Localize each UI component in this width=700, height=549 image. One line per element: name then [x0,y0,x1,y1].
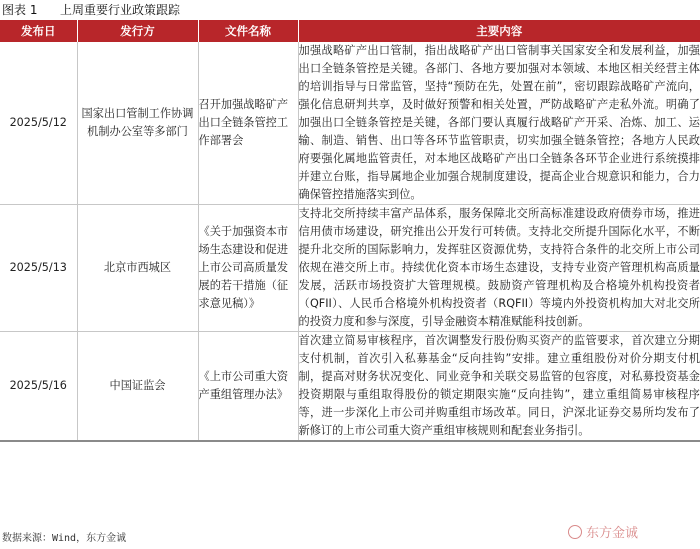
issuer-cell: 国家出口管制工作协调机制办公室等多部门 [77,42,198,205]
figure-label: 图表 1 [2,3,38,17]
column-header-file: 文件名称 [198,20,298,42]
table-row [0,42,700,205]
content-cell: 支持北交所持续丰富产品体系，服务保障北交所高标准建设政府债券市场，推进信用债市场建设，研究推出公开发行可转债。支持北交所提升国际化水平，不断提升北交所的国际影响力，发挥驻区资源优势，支持符合条件的北交所上市公司依规在港交所上市。持续优化资本市场生态建设，支持专业资产管理机构高质量发展，活跃市场投资扩大管理规模。鼓励资产管理机构及合格境外机构投资者（QFII）、人民币合格境外机构投资者（RQFII）等境内外投资机构加大对北交所的投资力度和参与深度，引导金融资本精准赋能科技创新。 [298,205,700,332]
content-cell: 首次建立简易审核程序，首次调整发行股份购买资产的监管要求，首次建立分期支付机制，首次引入私募基金“反向挂钩”安排。建立重组股份对价分期支付机制，提高对财务状况变化、同业竞争和关联交易监管的包容度，对私募投资基金投资期限与重组取得股份的锁定期限实施“反向挂钩”，建立重组简易审核程序等，进一步深化上市公司并购重组市场改革。同日，沪深北证券交易所均发布了新修订的上市公司重大资产重组审核规则和配套业务指引。 [298,332,700,442]
issuer-cell: 中国证监会 [77,332,198,442]
watermark-logo-icon [568,525,582,539]
policy-table [0,20,700,442]
file-name-cell: 《上市公司重大资产重组管理办法》 [198,332,298,442]
date-cell: 2025/5/12 [0,42,77,205]
brand-watermark [568,522,638,541]
table-header-row [0,20,700,42]
figure-title-bar [0,0,700,20]
date-cell: 2025/5/13 [0,205,77,332]
content-cell: 加强战略矿产出口管制，指出战略矿产出口管制事关国家安全和发展利益，加强出口全链条管控是关键。各部门、各地方要加强对本领域、本地区相关经营主体的培训指导与日常监管，坚持“预防在先，处置在前”，密切跟踪战略矿产流向，强化信息研判共享，及时做好预警和相关处置，严防战略矿产走私外流。明确了加强出口全链条管控是关键，各部门要认真履行战略矿产开采、冶炼、加工、运输、制造、销售、出口等各环节监管职责，切实加强全链条管控；各地方人民政府要强化属地监管责任，对本地区战略矿产出口全链条各环节企业进行系统摸排并建立台账，指导属地企业加强合规制度建设，提高企业合规意识和能力，合力确保管控措施落实到位。 [298,42,700,205]
column-header-content: 主要内容 [298,20,700,42]
table-row [0,205,700,332]
watermark-text: 东方金诚 [586,526,639,541]
date-cell: 2025/5/16 [0,332,77,442]
column-header-date: 发布日 [0,20,77,42]
column-header-issuer: 发行方 [77,20,198,42]
table-row [0,332,700,442]
file-name-cell: 召开加强战略矿产出口全链条管控工作部署会 [198,42,298,205]
issuer-cell: 北京市西城区 [77,205,198,332]
data-source-note: 数据来源：Wind，东方金诚 [2,533,127,544]
figure-title: 上周重要行业政策跟踪 [60,3,181,17]
file-name-cell: 《关于加强资本市场生态建设和促进上市公司高质量发展的若干措施（征求意见稿）》 [198,205,298,332]
